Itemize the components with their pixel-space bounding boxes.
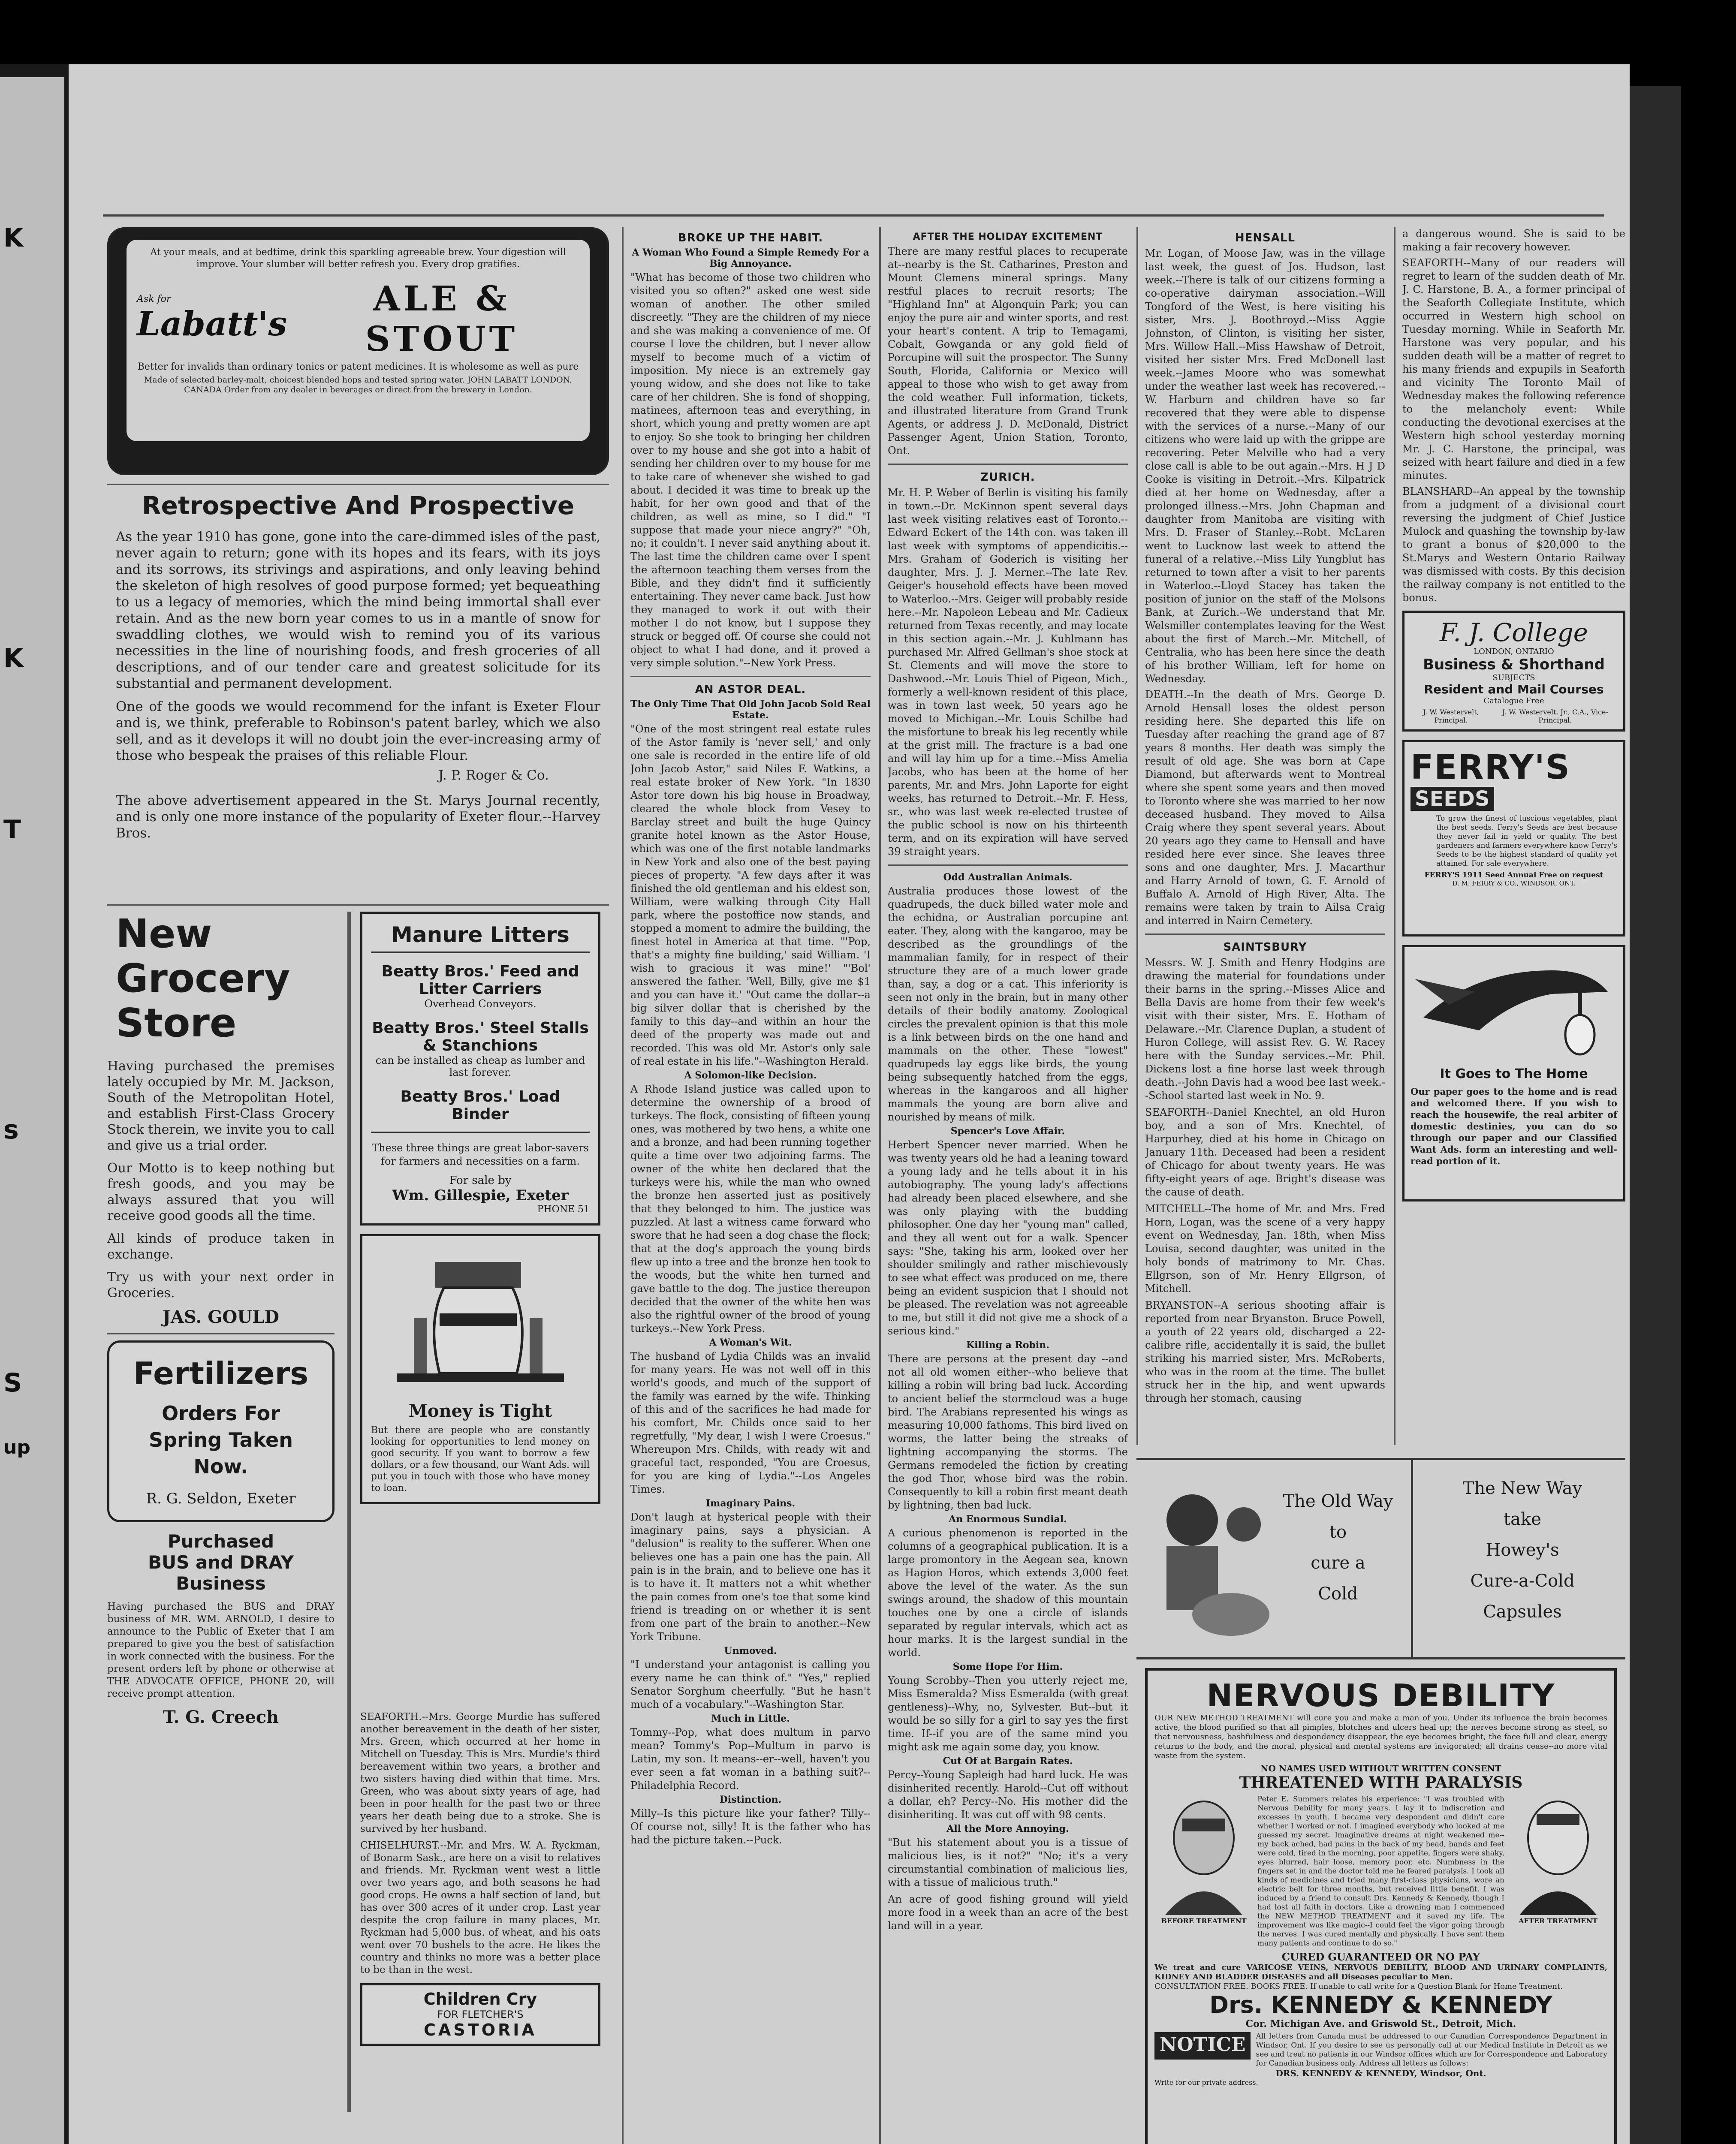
strip-letter: up — [3, 1436, 30, 1458]
nervous-doctors: Drs. KENNEDY & KENNEDY — [1209, 1991, 1552, 2018]
spencer-title: Spencer's Love Affair. — [950, 1126, 1065, 1137]
college-person1: J. W. Westervelt, Principal. — [1423, 708, 1479, 724]
previous-page-edge — [0, 77, 64, 2144]
labatt-ad — [107, 227, 609, 475]
bus-dray-signature: T. G. Creech — [163, 1707, 279, 1727]
annoying-title: All the More Annoying. — [946, 1823, 1069, 1834]
bus-dray-title-3: Business — [176, 1573, 266, 1594]
grocery-p1: Having purchased the premises lately occupied by Mr. M. Jackson, South of the Metropolitan Hotel, and establish First-Class Grocery Stock therein, we invite you to call and give us a trial order. — [107, 1059, 335, 1153]
money-bag-illustration — [371, 1245, 590, 1399]
grocery-p2: Our Motto is to keep nothing but fresh goods, and you may be always assured that you will receive good goods all the time. — [107, 1161, 335, 1223]
chiselhurst-text: CHISELHURST.--Mr. and Mrs. W. A. Ryckman, of Bonarm Sask., are here on a visit to relatives and friends. Mr. Ryckman went west a little over two years ago, and both seasons he had good crops. He owns a half section of land, but has over 300 acres of it under crop. Last year despite the crop failure in many places, Mr. Ryckman had 5,000 bus. of wheat, and his oats went over 70 bushels to the acre. He likes the country and thinks no more was a better place to be than in the west. — [360, 1840, 600, 1975]
broke-up-subtitle: A Woman Who Found a Simple Remedy For a Big Annoyance. — [632, 247, 869, 269]
mitchell-text: MITCHELL--The home of Mr. and Mrs. Fred Horn, Logan, was the scene of a very happy event on Wednesday, Jan. 18th, when Miss Louisa, second daughter, was united in the holy bonds of matrimony to Mr. Chas. Ellgrson, son of Mr. Henry Ellgrson, of Mitchell. — [1145, 1203, 1385, 1295]
hope-text: Young Scrobby--Then you utterly reject me, Miss Esmeralda? Miss Esmeralda (with great gentleness)--Why, no, Sylvester. But--but it would be so silly for a girl to say yes the first time. If--if you are of the same mind you might ask me again some day, you know. — [888, 1674, 1128, 1753]
before-label: BEFORE TREATMENT — [1161, 1917, 1247, 1925]
pains-title: Imaginary Pains. — [705, 1498, 796, 1509]
top-rule — [103, 214, 1604, 217]
bus-dray-text: Having purchased the BUS and DRAY business of MR. WM. ARNOLD, I desire to announce to the Public of Exeter that I am prepared to give you the best of satisfaction in work connected with the business. For the present orders left by phone or otherwise at THE ADVOCATE OFFICE, PHONE 20, will receive prompt attention. — [107, 1601, 335, 1699]
money-tight-text: But there are people who are constantly looking for opportunities to lend money on good security. If you want to borrow a few dollars, or a few thousand, our Want Ads. will put you in touch with those who have money to loan. — [371, 1425, 590, 1494]
manure-phone: PHONE 51 — [537, 1204, 590, 1215]
ferry-text: To grow the finest of luscious vegetables, plant the best seeds. Ferry's Seeds are best because they never fail in yield or quality. The best gardeners and farmers everywhere know Ferry's Seeds to be the highest standard of quality yet attained. For sale everywhere. — [1436, 814, 1617, 868]
howey-cold-ad — [1136, 1458, 1625, 1659]
spencer-text: Herbert Spencer never married. When he was twenty years old he had a leaning toward a young lady and he tells about it in his autobiography. The young lady's affections had already been placed elsewhere, and she was only playing with the budding philosopher. One day her "young man" called, and they all went out for a walk. Spencer says: "She, taking his arm, looked over her shoulder smilingly and rather mischievously to see what effect was produced on me, there being an evident suspicion that I should not be pleased. The revelation was not agreeable to me, but still it did not give me a shock of a serious kind." — [888, 1139, 1128, 1337]
castoria-line2: FOR FLETCHER'S — [437, 2008, 524, 2021]
college-subjects: Business & Shorthand — [1423, 656, 1605, 673]
bargain-text: Percy--Young Sapleigh had hard luck. He was disinherited recently. Harold--Cut off without a dollar, eh? Percy--No. His mother did the disinheriting. It was cut off with 98 cents. — [888, 1769, 1128, 1821]
grocery-ad — [107, 912, 335, 1327]
divider — [888, 464, 1128, 465]
bus-dray-ad — [107, 1531, 335, 1727]
ferry-seeds-ad — [1402, 740, 1625, 936]
robin-text: There are persons at the present day --and not all old women either--who believe that killing a robin will bring bad luck. According to ancient belief the stormcloud was a huge bird. The Arabians represented his wings as measuring 10,000 fathoms. This bird lived on worms, the latter being the streaks of lightning accompanying the storms. The Germans remodeled the fiction by creating the god Thor, whose bird was the robin. Consequently to kill a robin first meant death by lightning, then bad luck. — [888, 1353, 1128, 1511]
robin-title: Killing a Robin. — [966, 1340, 1049, 1351]
pains-text: Don't laugh at hysterical people with their imaginary pains, says a physician. A "delusion" is reality to the sufferer. When one believes one has a pain one has the pain. All pain is in the brain, and to believe one has it is to have it. It matters not a whit whether the pain comes from one's toe that some kind friend is treading on or whether it is sent from one part of the brain to another.--New York Tribune. — [630, 1511, 871, 1643]
new-way-text — [1428, 1473, 1617, 1627]
nervous-subtitle: OUR NEW METHOD TREATMENT will cure you and make a man of you. Under its influence the brain becomes active, the blood purified so that all pimples, blotches and ulcers heal up; the nerves become strong as steel, so that nervousness, bashfulness and despondency disappear, the eye becomes bright, the face full and clear, energy returns to the body, and the moral, physical and mental systems are invigorated; all drains cease--no more vital waste from the system. — [1154, 1713, 1607, 1760]
fertilizers-signature: R. G. Seldon, Exeter — [146, 1490, 296, 1507]
nervous-notice: NOTICE — [1154, 2032, 1251, 2060]
before-portrait — [1157, 1795, 1251, 1915]
manure-item2: Beatty Bros.' Steel Stalls & Stanchions — [372, 1019, 589, 1054]
college-name: F. J. College — [1440, 618, 1588, 647]
castoria-ad — [360, 1983, 600, 2046]
nervous-debility-ad — [1145, 1668, 1617, 2144]
old-way-line3: cure a — [1311, 1553, 1365, 1573]
fertilizers-line2: Spring Taken — [149, 1428, 293, 1451]
nervous-write: Write for our private address. — [1154, 2078, 1258, 2087]
column-rule — [1394, 227, 1395, 1445]
strip-letter: S — [3, 1368, 22, 1398]
grocery-title-2: Grocery — [116, 955, 290, 1001]
strip-letter: K — [3, 223, 24, 253]
nervous-address: Cor. Michigan Ave. and Griswold St., Detroit, Mich. — [1245, 2018, 1516, 2030]
manure-seller: Wm. Gillespie, Exeter — [392, 1187, 569, 1204]
annoying-text: "But his statement about you is a tissue of malicious lies, is it not?" "No; it's a very circumstantial combination of malicious lies, with a tissue of malicious truth." — [888, 1837, 1128, 1888]
nervous-treat: We treat and cure VARICOSE VEINS, NERVOUS DEBILITY, BLOOD AND URINARY COMPLAINTS, KIDNEY AND BLADDER DISEASES and all Diseases peculiar to Men. — [1154, 1963, 1607, 1981]
grocery-title-1: New — [116, 911, 212, 957]
old-way-line4: Cold — [1318, 1584, 1358, 1604]
college-ad — [1402, 611, 1625, 732]
hensall-death: DEATH.--In the death of Mrs. George D. Arnold Hensall loses the oldest person residing here. She departed this life on Tuesday after reaching the grand age of 87 years 8 months. Her death was simply the result of old age. She was born at Cape Diamond, but afterwards went to Montreal where she spent some years and then moved to Toronto where she was married to her now deceased husband. They moved to Ailsa Craig where they spent several years. About 20 years ago they came to Hensall and have resided here ever since. She leaves three sons and one daughter, Mrs. J. Macarthur and Harry Arnold of town, G. F. Arnold of Buffalo A. Arnold of High River, Alta. The remains were taken by train to Ailsa Craig and interred in Nairn Cemetery. — [1145, 689, 1385, 927]
column-rule — [347, 912, 351, 2112]
astor-subtitle: The Only Time That Old John Jacob Sold Real Estate. — [630, 699, 871, 721]
nervous-notice-text: All letters from Canada must be addressed to our Canadian Correspondence Department in Windsor, Ont. If you desire to see us personally call at our Medical Institute in Detroit as we see and treat no patients in our Windsor offices which are for Correspondence and Laboratory for Canadian business only. Address all letters as follows: — [1256, 2032, 1607, 2068]
page-right-edge — [1630, 86, 1681, 2144]
fertilizers-title: Fertilizers — [133, 1355, 309, 1391]
hope-title: Some Hope For Him. — [952, 1661, 1063, 1672]
broke-up-title: BROKE UP THE HABIT. — [678, 232, 823, 244]
manure-item1: Beatty Bros.' Feed and Litter Carriers — [381, 963, 579, 998]
manure-item3: Beatty Bros.' Load Binder — [400, 1088, 561, 1123]
nervous-no-names: NO NAMES USED WITHOUT WRITTEN CONSENT — [1260, 1763, 1501, 1774]
astor-title: AN ASTOR DEAL. — [695, 683, 806, 696]
divider — [1145, 933, 1385, 935]
annoying-end: An acre of good fishing ground will yield more food in a week than an acre of the best land will in a year. — [888, 1893, 1128, 1932]
college-catalogue: Catalogue Free — [1483, 696, 1544, 705]
hensall-title: HENSALL — [1235, 232, 1296, 244]
old-way-text — [1278, 1486, 1398, 1609]
saintsbury-title: SAINTSBURY — [1223, 941, 1307, 954]
solomon-text: A Rhode Island justice was called upon to determine the ownership of a brood of turkeys. The flock, consisting of fifteen young ones, was mothered by two hens, a white one and a bronze, and had been running together quite a time over two adjoining farms. The owner of the white hen declared that the turkeys were his, while the man who owned the bronze hen asserted just as positively that they belonged to him. The justice was puzzled. At last a witness came forward who swore that he had seen a dog chase the flock; that at the dog's approach the young birds flew up into a tree and the bronze hen took to the woods, but the white hen turned and gave battle to the dog. The justice thereupon decided that the owner of the white hen was also the rightful owner of the brood of young turkeys.--New York Press. — [630, 1083, 871, 1334]
distinction-text: Milly--Is this picture like your father? Tilly--Of course not, silly! It is the father who has had the picture taken.--Puck. — [630, 1807, 871, 1846]
retrospective-signature: J. P. Roger & Co. — [438, 768, 549, 783]
blanshard-text: BLANSHARD--An appeal by the township from a judgment of a divisional court reversing the judgment of Chief Justice Mulock and quashing the township by-law to grant a bonus of $20,000 to the St.Marys and Western Ontario Railway was dismissed with costs. By this decision the railway company is not entitled to the bonus. — [1402, 485, 1625, 604]
new-way-line2: take — [1504, 1509, 1541, 1529]
broke-up-text: "What has become of those two children who visited you so often?" asked one west side woman of another. The other smiled discreetly. "They are the children of my niece and she was making a convenience of me. Of course I love the children, but I never allow myself to become much of a victim of imposition. My niece is an extremely gay young widow, and she does not like to take care of her children. She is fond of shopping, matinees, afternoon teas and everything, in short, which young and pretty women are apt to enjoy. So she took to bringing her children over to my house and she got into a habit of sending her children over to my house for me to take care of whenever she wished to gad about. I decided it was time to break up the habit, for her own good and that of the children, as well as mine, so I did." "I suppose that made your niece angry?" "Oh, no; it couldn't. I never said anything about it. The last time the children came over I spent the afternoon teaching them verses from the Bible, and they didn't find it sufficiently entertaining. They never came back. Just how they managed to work it out with their mother I do not know, but I suppose they struck or begged off. Of course she could not object to what I had done, and it proved a very simple solution."--New York Press. — [630, 271, 871, 669]
castoria-line3: CASTORIA — [424, 2021, 537, 2039]
bryanston-text: BRYANSTON--A serious shooting affair is reported from near Bryanston. Bruce Powell, a youth of 22 years old, discharged a 22-calibre rifle, accidentally it is said, the bullet striking his married sister, Mrs. McRoberts, who was in the room at the time. The bullet struck her in the hip, and went upwards through her stomach, causing — [1145, 1299, 1385, 1404]
wit-title: A Woman's Wit. — [709, 1337, 792, 1348]
column-4 — [1145, 227, 1385, 1454]
manure-item2-sub: can be installed as cheap as lumber and last forever. — [375, 1054, 585, 1078]
new-way-line5: Capsules — [1483, 1602, 1562, 1622]
retrospective-title: Retrospective And Prospective — [142, 491, 575, 520]
sundial-title: An Enormous Sundial. — [949, 1514, 1067, 1525]
college-person2: J. W. Westervelt, Jr., C.A., Vice-Principal. — [1502, 708, 1608, 724]
zurich-title: ZURICH. — [980, 471, 1035, 484]
labatt-brand: Labatt's — [137, 304, 287, 343]
college-location: LONDON, ONTARIO — [1474, 647, 1554, 656]
labatt-tagline: Better for invalids than ordinary tonics or patent medicines. It is wholesome as well as pure — [137, 361, 579, 372]
holiday-title: AFTER THE HOLIDAY EXCITEMENT — [913, 232, 1103, 242]
grocery-column — [107, 912, 335, 1727]
strip-letter: T — [3, 815, 21, 845]
little-title: Much in Little. — [711, 1713, 790, 1724]
bus-dray-title-1: Purchased — [167, 1531, 274, 1552]
seaforth-right-text: SEAFORTH--Daniel Knechtel, an old Huron boy, and a son of Mrs. Knechtel, of Harpurhey, died at his home in Chicago on January 11th. Deceased had been a resident of Chicago for about twenty years. He was fifty-eight years of age. Bright's disease was the cause of death. — [1145, 1106, 1385, 1198]
nervous-testimonial: Peter E. Summers relates his experience: "I was troubled with Nervous Debility for many years. I lay it to indiscretion and excesses in youth. I became very despondent and didn't care whether I worked or not. I imagined everybody who looked at me guessed my secret. Imaginative dreams at night weakened me--my back ached, had pains in the back of my head, hands and feet were cold, tired in the morning, poor appetite, fingers were shaky, eyes blurred, hair loose, memory poor, etc. Numbness in the fingers set in and the doctor told me he feared paralysis. I took all kinds of medicines and tried many first-class physicians, wore an electric belt for three months, but received little benefit. I was induced by a friend to consult Drs. Kennedy & Kennedy, though I had lost all faith in doctors. Like a drowning man I commenced the NEW METHOD TREATMENT and it saved my life. The improvement was like magic--I could feel the vigor going through the nerves. I was cured mentally and physically. I have sent them many patients and continue to do so." — [1257, 1795, 1504, 1948]
grocery-signature: JAS. GOULD — [163, 1307, 279, 1327]
fertilizers-line3: Now. — [193, 1455, 248, 1478]
ferry-brand: FERRY'S — [1410, 748, 1570, 787]
old-way-line2: to — [1329, 1522, 1347, 1542]
stork-title: It Goes to The Home — [1440, 1066, 1588, 1081]
labatt-intro: At your meals, and at bedtime, drink this sparkling agreeable brew. Your digestion will improve. Your slumber will better refresh you. Every drop gratifies. — [150, 247, 566, 270]
strip-letter: s — [3, 1115, 19, 1145]
nervous-consult: CONSULTATION FREE. BOOKS FREE. If unable to call write for a Question Blank for Home Treatment. — [1154, 1982, 1563, 1991]
after-portrait — [1511, 1795, 1605, 1915]
column-2 — [630, 227, 871, 2144]
solomon-title: A Solomon-like Decision. — [684, 1070, 817, 1081]
new-way-line1: The New Way — [1462, 1479, 1582, 1498]
retrospective-ad — [107, 491, 609, 898]
divider — [630, 676, 871, 677]
column-rule — [879, 227, 881, 2144]
little-text: Tommy--Pop, what does multum in parvo mean? Tommy's Pop--Multum in parvo is Latin, my son. It means--er--well, haven't you ever seen a fat woman in a bathing suit?--Philadelphia Record. — [630, 1726, 871, 1792]
labatt-stout: STOUT — [365, 319, 518, 359]
far-right-top: a dangerous wound. She is said to be making a fair recovery however. — [1402, 228, 1625, 253]
manure-ad — [360, 912, 600, 1226]
after-label: AFTER TREATMENT — [1518, 1917, 1598, 1925]
unmoved-text: "I understand your antagonist is calling you every name he can think of." "Yes," replied Senator Sorghum cheerfully. "But he hasn't much of a vocabulary."--Washington Star. — [630, 1659, 871, 1710]
ferry-annual: FERRY'S 1911 Seed Annual Free on request — [1424, 871, 1603, 879]
odd-animals-text: Australia produces those lowest of the quadrupeds, the duck billed water mole and the echidna, or Australian porcupine ant eater. They, along with the kangaroo, may be described as the groundlings of the mammalian family, for in respect of their structure they are of a much lower grade than, say, a dog or a cat. This inferiority is seen not only in the brain, but in many other details of their bodily anatomy. Zoological circles the prevalent opinion is that this mole is a link between birds on the one hand and mammals on the other. These "lowest" quadrupeds lay eggs like birds, the young being subsequently hatched from the eggs, whereas in the kangaroos and all higher mammals the young are born alive and nourished by means of milk. — [888, 885, 1128, 1123]
column-3 — [888, 227, 1128, 2144]
bus-dray-title-2: BUS and DRAY — [148, 1552, 294, 1573]
distinction-title: Distinction. — [719, 1794, 782, 1805]
holiday-text: There are many restful places to recuperate at--nearby is the St. Catharines, Preston and Mount Clemens mineral springs. Many restful places to recruit resorts; The "Highland Inn" at Algonquin Park; you can enjoy the pure air and winter sports, and rest your heart's content. A trip to Temagami, Cobalt, Gowganda or any gold field of Porcupine will suit the prospector. The Sunny South, Florida, California or Mexico will appeal to those who wish to get away from the cold weather. Full information, tickets, and illustrated literature from Grand Trunk Agents, or address J. D. McDonald, District Passenger Agent, Union Station, Toronto, Ont. — [888, 245, 1128, 457]
fertilizers-ad — [107, 1340, 335, 1522]
fertilizers-line1: Orders For — [162, 1402, 280, 1425]
seaforth-left-text: SEAFORTH.--Mrs. George Murdie has suffered another bereavement in the death of her sister, Mrs. Green, which occurred at her home in Mitchell on Tuesday. This is Mrs. Murdie's third bereavement within two years, a brother and two sisters having died within that time. Mrs. Green, who was about sixty years of age, had been in poor health for the past two or three years her death being due to a stroke. She is survived by her husband. — [360, 1711, 600, 1834]
manure-item1-sub: Overhead Conveyors. — [424, 998, 536, 1010]
manure-note: These three things are great labor-savers for farmers and necessities on a farm. — [372, 1142, 589, 1167]
manure-title: Manure Litters — [371, 922, 590, 953]
saintsbury-text: Messrs. W. J. Smith and Henry Hodgins are drawing the material for foundations under their barns in the spring.--Misses Alice and Bella Davis are home from their few week's visit with their sister, Mrs. E. Hotham of Delaware.--Mr. Clarence Duplan, a student of Huron College, will assist Rev. G. W. Racey here with the Sunday services.--Mr. Phil. Dickens lost a fine horse last week through death.--John Davis had a wood bee last week.--School started last week in No. 9. — [1145, 957, 1385, 1102]
nervous-cured: CURED GUARANTEED OR NO PAY — [1281, 1951, 1480, 1963]
divider — [107, 484, 609, 485]
unmoved-title: Unmoved. — [724, 1645, 777, 1656]
nervous-threatened: THREATENED WITH PARALYSIS — [1239, 1774, 1523, 1792]
new-way-line3: Howey's — [1486, 1540, 1559, 1560]
bargain-title: Cut Of at Bargain Rates. — [943, 1756, 1073, 1767]
ferry-company: D. M. FERRY & CO., WINDSOR, ONT. — [1452, 879, 1576, 887]
college-mail: Resident and Mail Courses — [1424, 682, 1604, 696]
retrospective-note: The above advertisement appeared in the St. Marys Journal recently, and is only one more instance of the popularity of Exeter flour.--Harvey Bros. — [116, 793, 600, 841]
column-rule — [1136, 227, 1138, 1445]
grocery-p4: Try us with your next order in Groceries. — [107, 1270, 335, 1301]
retrospective-p1: As the year 1910 has gone, gone into the care-dimmed isles of the past, never again to return; gone with its hopes and its fears, with its joys and its sorrows, its strivings and aspirations, and only leaving behind the skeleton of high resolves of good purpose formed; yet bequeathing to us a legacy of memories, which the mind being immortal shall ever retain. And as the new born year comes to us in a mantle of snow for swaddling clothes, we would wish to remind you of its various necessities in the line of nourishing foods, and fresh groceries of all descriptions, and of our tender care and greatest solicitude for its substantial and permanent development. — [116, 529, 600, 691]
divider — [888, 864, 1128, 866]
stork-illustration — [1410, 953, 1616, 1065]
odd-animals-title: Odd Australian Animals. — [943, 872, 1073, 883]
ferry-product: SEEDS — [1410, 787, 1494, 811]
labatt-ask-for: Ask for — [137, 294, 171, 304]
stork-text: Our paper goes to the home and is read and welcomed there. If you wish to reach the housewife, the real arbiter of domestic destinies, you can do so through our paper and our Classified Want Ads. form an interesting and well-read portion of it. — [1410, 1086, 1617, 1166]
column-rule — [622, 227, 624, 2144]
retrospective-p2: One of the goods we would recommend for the infant is Exeter Flour and is, we think, preferable to Robinson's patent barley, which we also sell, and as it develops it will no doubt join the ever-increasing army of those who bespeak the praises of this reliable Flour. — [116, 699, 600, 763]
divider — [107, 904, 609, 906]
astor-text: "One of the most stringent real estate rules of the Astor family is 'never sell,' and only one sale is recorded in the entire life of old John Jacob Astor," said Niles F. Watkins, a real estate broker of New York. "In 1830 Astor tore down his big house in Broadway, cleared the whole block from Vesey to Barclay street and built the huge Quincy granite hotel known as the Astor House, which was one of the first notable landmarks in New York and also one of the best paying pieces of property. "A few days after it was finished the old gentleman and his eldest son, William, were walking through City Hall park, where the postoffice now stands, and stopped a moment to admire the building, the finest hotel in America at that time. "'Pop, that's a mighty fine building,' said William. 'I wish to gracious it was mine!' "'Bol' answered the father. 'Well, Billy, give me $1 and you can have it.' "Out came the dollar--a big silver dollar that is cherished by the family to this day--and within an hour the deed of the property was made out and recorded. This was old Mr. Astor's only sale of real estate in his life."--Washington Herald. — [630, 723, 871, 1067]
new-way-line4: Cure-a-Cold — [1470, 1571, 1575, 1591]
manure-for-sale: For sale by — [449, 1174, 512, 1187]
nervous-windsor: DRS. KENNEDY & KENNEDY, Windsor, Ont. — [1275, 2068, 1486, 2078]
old-way-line1: The Old Way — [1283, 1491, 1393, 1511]
grocery-p3: All kinds of produce taken in exchange. — [107, 1231, 335, 1262]
money-tight-ad — [360, 1234, 600, 1504]
sundial-text: A curious phenomenon is reported in the columns of a geographical publication. It is a large promontory in the Aegean sea, known as Hagion Horos, which extends 3,000 feet above the level of the water. As the sun swings around, the shadow of this mountain touches one by one a circle of islands separated by regular intervals, which act as hour marks. It is the largest sundial in the world. — [888, 1527, 1128, 1659]
zurich-text: Mr. H. P. Weber of Berlin is visiting his family in town.--Dr. McKinnon spent several days last week visiting relatives east of Toronto.--Edward Eckert of the 14th con. was taken ill last week with symptoms of appendicitis.--Mrs. Graham of Goderich is visiting her daughter, Mrs. J. J. Merner.--The late Rev. Geiger's household effects have been moved to Waterloo.--Mrs. Geiger will probably reside here.--Mr. Napoleon Lebeau and Mr. Cadieux returned from Texas recently, and may locate in this section again.--Mr. J. Kuhlmann has purchased Mr. Alfred Gellman's shoe stock at St. Clements and will move the store to Dashwood.--Mr. Louis Thiel of Pigeon, Mich., formerly a well-known resident of this place, was in town last week, 50 years ago he moved to Michigan.--Mr. Louis Schilbe had the misfortune to break his leg recently while at the grist mill. The fracture is a bad one and will lay him up for a time.--Miss Amelia Jacobs, who has been at the home of her parents, Mr. and Mrs. John Laporte for eight weeks, has returned to Detroit.--Mr. F. Hess, sr., who was last week re-elected trustee of the public school is now on his thirteenth term, and on its expiration will have served 39 straight years. — [888, 487, 1128, 858]
column-5 — [1402, 227, 1625, 1454]
newspaper-page — [69, 64, 1630, 2144]
nervous-title: NERVOUS DEBILITY — [1206, 1677, 1555, 1713]
old-way-illustration — [1145, 1473, 1274, 1644]
manure-column — [360, 912, 600, 1513]
labatt-footer: Made of selected barley-malt, choicest blended hops and tested spring water. JOHN LABATT LONDON, CANADA Order from any dealer in beverages or direct from the brewery in London. — [144, 375, 573, 394]
castoria-line1: Children Cry — [423, 1990, 537, 2008]
wit-text: The husband of Lydia Childs was an invalid for many years. He was not well off in this world's goods, and much of the support of the family was earned by the wife. Thinking of this and of the sacrifices he had made for his comfort, Mr. Childs once said to her regretfully, "My dear, I wish I were Croesus." Whereupon Mrs. Childs, with ready wit and graceful tact, responded, "You are Croesus, for you are king of Lydia."--Los Angeles Times. — [630, 1350, 871, 1495]
money-tight-title: Money is Tight — [408, 1401, 552, 1421]
divider — [107, 1333, 335, 1334]
labatt-ale: ALE & — [373, 278, 510, 319]
seaforth-left-block — [360, 1711, 600, 2144]
strip-letter: K — [3, 643, 24, 673]
hensall-text: Mr. Logan, of Moose Jaw, was in the village last week, the guest of Jos. Hudson, last week.--There is talk of our citizens forming a co-operative dairyman association.--Will Tongford of the West, is here visiting his sister, Mrs. J. Boothroyd.--Miss Aggie Johnston, of Clinton, is visiting her sister, Mrs. Willow Hall.--Miss Hawshaw of Detroit, visited her sister Mrs. Fred McDonell last week.--James Moore who was somewhat under the weather last week has recovered.--W. Harburn and children have so far recovered that they were able to dispense with the services of a nurse.--Many of our citizens who were laid up with the grippe are recovering. Peter Melville who had a very close call is able to be out again.--Mrs. H J D Cooke is visiting in Detroit.--Mrs. Kilpatrick died at her home on Wednesday, after a prolonged illness.--Mrs. John Chapman and daughter from Manitoba are visiting with Mrs. D. Fraser of Stanley.--Robt. McLaren went to Lucknow last week to attend the funeral of a relative.--Miss Lily Yungblut has returned to town after a visit to her parents in Waterloo.--Lloyd Stacey has taken the position of junior on the staff of the Molsons Bank, at Zurich.--We understand that Mr. Welsmiller contemplates leaving for the West about the first of March.--Mr. Mitchell, of Centralia, who has been here since the death of his brother William, left for home on Wednesday. — [1145, 247, 1385, 685]
college-subjects-label: SUBJECTS — [1492, 673, 1535, 682]
grocery-title-3: Store — [116, 1000, 237, 1046]
seaforth-harstone-text: SEAFORTH--Many of our readers will regret to learn of the sudden death of Mr. J. C. Harstone, B. A., a former principal of the Seaforth Collegiate Institute, which occurred in Western high school on Tuesday morning. While in Seaforth Mr. Harstone was very popular, and his sudden death will be a matter of regret to his many friends and expupils in Seaforth and vicinity The Toronto Mail of Wednesday makes the following reference to the melancholy event: While conducting the devotional exercises at the Western high school yesterday morning Mr. J. C. Harstone, the principal, was seized with heart failure and died in a few minutes. — [1402, 257, 1625, 482]
stork-ad — [1402, 945, 1625, 1201]
